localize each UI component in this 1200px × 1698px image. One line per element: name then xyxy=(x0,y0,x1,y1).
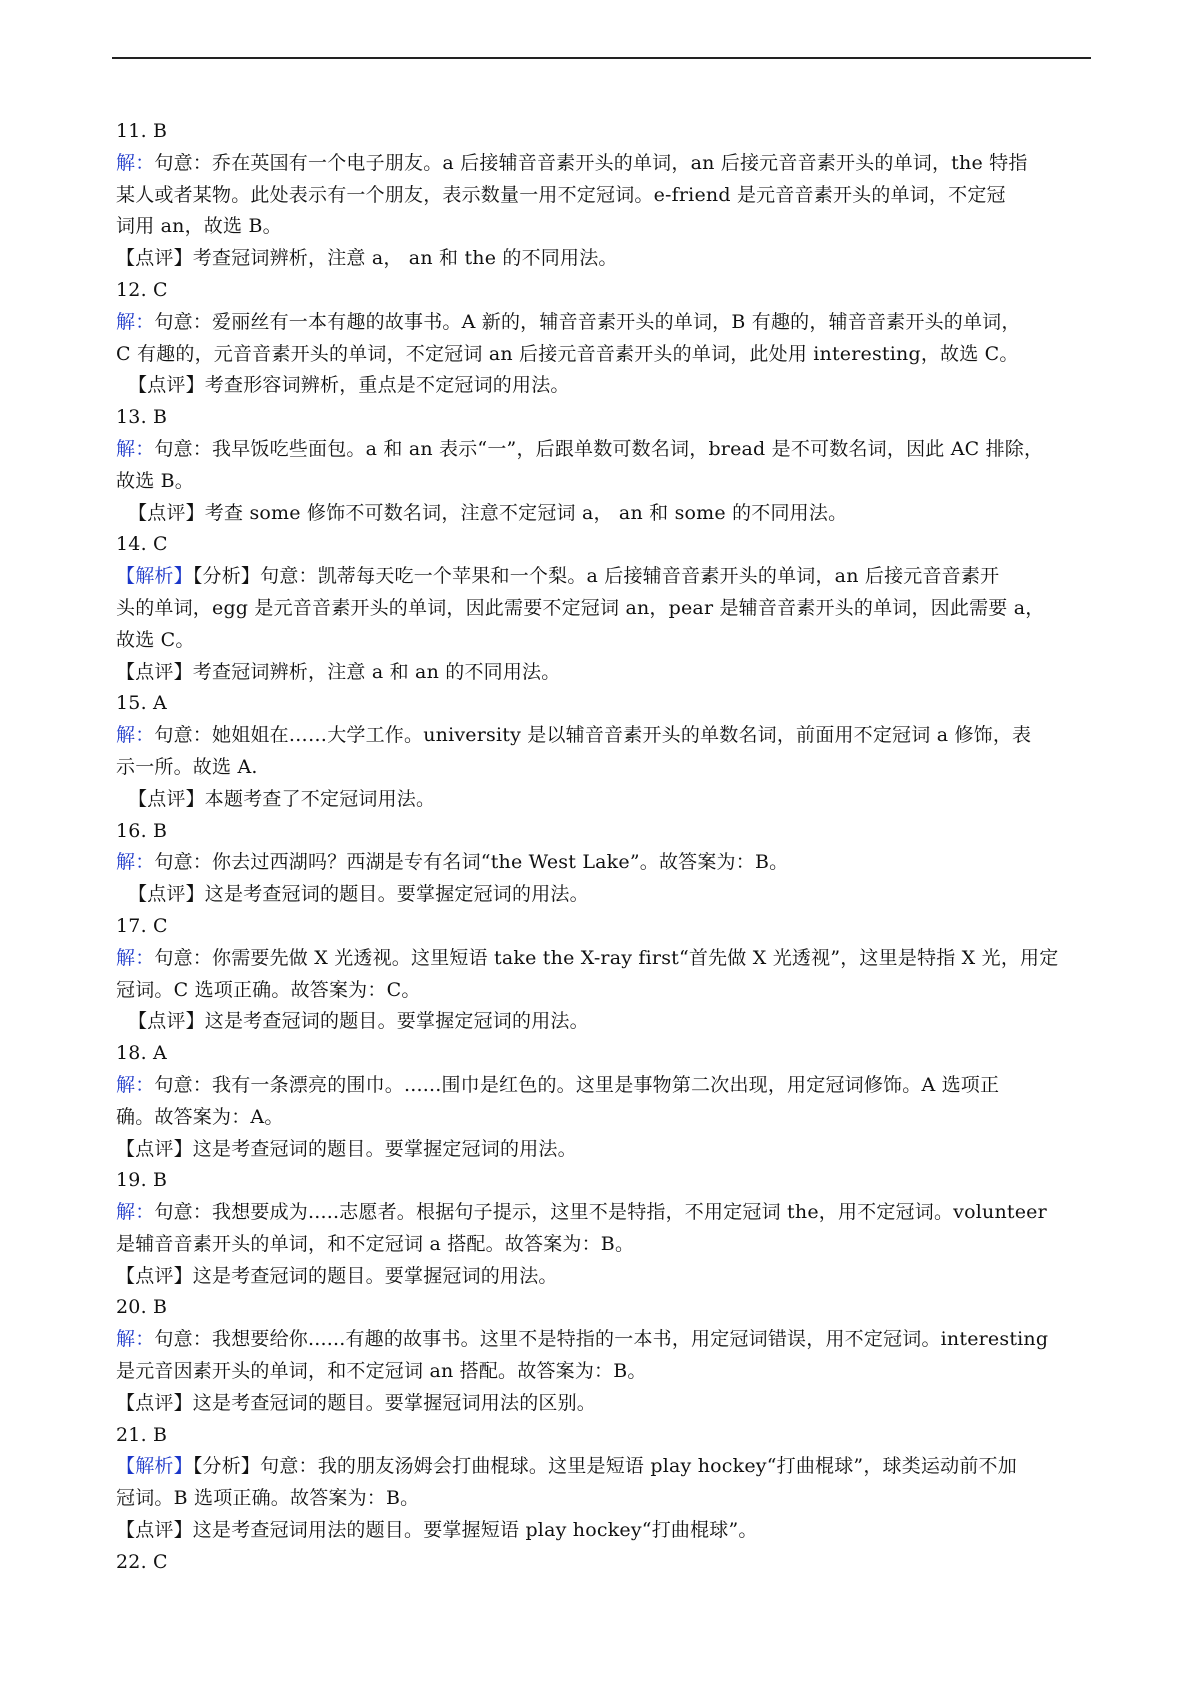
explanation-line xyxy=(116,943,1100,975)
explanation-line xyxy=(116,434,1100,466)
explanation-text: 句意：乔在英国有一个电子朋友。a 后接辅音音素开头的单词，an 后接元音音素开头的单词，the 特指 xyxy=(154,151,1028,174)
answer-block xyxy=(116,1165,1100,1292)
explanation-line xyxy=(116,784,1100,816)
explanation-label: 解： xyxy=(116,1073,155,1096)
explanation-line xyxy=(116,370,1100,402)
explanation-line xyxy=(116,466,1100,498)
explanation-line xyxy=(116,1102,1100,1134)
explanation-line xyxy=(116,847,1100,879)
answer-block xyxy=(116,529,1100,688)
answer-number: 14. C xyxy=(116,533,168,556)
header-rule xyxy=(112,57,1091,59)
explanation-text: 句意：我有一条漂亮的围巾。......围巾是红色的。这里是事物第二次出现，用定冠词修饰。A 选项正 xyxy=(154,1073,1000,1096)
explanation-text: C 有趣的，元音音素开头的单词，不定冠词 an 后接元音音素开头的单词，此处用 interesting，故选 C。 xyxy=(116,342,1019,365)
explanation-label: 解： xyxy=(116,437,155,460)
explanation-text: 句意：我想要给你......有趣的故事书。这里不是特指的一本书，用定冠词错误，用不定冠词。interesting xyxy=(154,1328,1049,1351)
answer-number: 19. B xyxy=(116,1169,168,1192)
explanation-text: 某人或者某物。此处表示有一个朋友，表示数量一用不定冠词。e-friend 是元音音素开头的单词，不定冠 xyxy=(116,183,1006,206)
explanation-line xyxy=(116,243,1100,275)
explanation-line xyxy=(116,625,1100,657)
explanation-text: 句意：我想要成为.....志愿者。根据句子提示，这里不是特指，不用定冠词 the，用不定冠词。volunteer xyxy=(154,1201,1047,1224)
explanation-text: 故选 C。 xyxy=(116,628,195,651)
answer-number: 16. B xyxy=(116,819,168,842)
explanation-text: 确。故答案为：A。 xyxy=(116,1105,284,1128)
answer-number: 22. C xyxy=(116,1550,168,1573)
explanation-text: 冠词。C 选项正确。故答案为：C。 xyxy=(116,978,421,1001)
explanation-text: 冠词。B 选项正确。故答案为：B。 xyxy=(116,1487,420,1510)
answer-block xyxy=(116,116,1100,275)
explanation-line xyxy=(116,752,1100,784)
explanation-text: 句意：她姐姐在……大学工作。university 是以辅音音素开头的单数名词，前面用不定冠词 a 修饰，表 xyxy=(154,724,1032,747)
answer-list xyxy=(116,116,1100,1579)
explanation-line xyxy=(116,498,1100,530)
answer-number: 17. C xyxy=(116,914,168,937)
explanation-label: 解： xyxy=(116,851,155,874)
explanation-line xyxy=(116,1134,1100,1166)
explanation-text: 【分析】句意：凯蒂每天吃一个苹果和一个梨。a 后接辅音音素开头的单词，an 后接元音音素开 xyxy=(192,565,1000,588)
answer-block xyxy=(116,816,1100,911)
answer-number: 15. A xyxy=(116,692,167,715)
answer-number: 21. B xyxy=(116,1423,168,1446)
explanation-label: 解： xyxy=(116,1201,155,1224)
explanation-line xyxy=(116,657,1100,689)
explanation-line xyxy=(116,1006,1100,1038)
explanation-text: 故选 B。 xyxy=(116,469,195,492)
explanation-text: 句意：你去过西湖吗？西湖是专有名词“the West Lake”。故答案为：B。 xyxy=(154,851,789,874)
explanation-text: 【点评】这是考查冠词用法的题目。要掌握短语 play hockey“打曲棍球”。 xyxy=(116,1519,758,1542)
explanation-text: 【点评】本题考查了不定冠词用法。 xyxy=(128,787,436,810)
explanation-line xyxy=(116,180,1100,212)
explanation-line xyxy=(116,339,1100,371)
explanation-label: 【解析】 xyxy=(116,565,193,588)
explanation-line xyxy=(116,720,1100,752)
explanation-line xyxy=(116,1197,1100,1229)
explanation-line xyxy=(116,975,1100,1007)
explanation-line xyxy=(116,148,1100,180)
explanation-line xyxy=(116,879,1100,911)
answer-block xyxy=(116,1292,1100,1419)
explanation-line xyxy=(116,593,1100,625)
explanation-label: 解： xyxy=(116,1328,155,1351)
explanation-text: 【点评】这是考查冠词的题目。要掌握定冠词的用法。 xyxy=(128,1010,589,1033)
explanation-text: 【点评】这是考查冠词的题目。要掌握冠词的用法。 xyxy=(116,1264,558,1287)
explanation-label: 解： xyxy=(116,310,155,333)
explanation-label: 解： xyxy=(116,946,155,969)
answer-number: 18. A xyxy=(116,1042,167,1065)
explanation-line xyxy=(116,211,1100,243)
explanation-text: 句意：爱丽丝有一本有趣的故事书。A 新的，辅音音素开头的单词，B 有趣的，辅音音素开头的单词， xyxy=(154,310,1021,333)
explanation-line xyxy=(116,1451,1100,1483)
explanation-text: 示一所。故选 A. xyxy=(116,755,258,778)
explanation-text: 【点评】考查冠词辨析，注意 a， an 和 the 的不同用法。 xyxy=(116,247,618,270)
answer-number: 11. B xyxy=(116,120,168,142)
explanation-line xyxy=(116,1388,1100,1420)
explanation-text: 句意：你需要先做 X 光透视。这里短语 take the X-ray first“首先做 X 光透视”，这里是特指 X 光，用定 xyxy=(154,946,1059,969)
answer-number: 13. B xyxy=(116,406,168,429)
explanation-text: 是元音因素开头的单词，和不定冠词 an 搭配。故答案为：B。 xyxy=(116,1360,647,1383)
answer-block xyxy=(116,1038,1100,1165)
explanation-label: 【解析】 xyxy=(116,1455,193,1478)
explanation-text: 【点评】考查 some 修饰不可数名词，注意不定冠词 a， an 和 some 的不同用法。 xyxy=(128,501,848,524)
answer-block xyxy=(116,688,1100,815)
explanation-text: 【分析】句意：我的朋友汤姆会打曲棍球。这里是短语 play hockey“打曲棍球”，球类运动前不加 xyxy=(192,1455,1017,1478)
explanation-text: 词用 an，故选 B。 xyxy=(116,215,282,238)
explanation-line xyxy=(116,1515,1100,1547)
answer-block xyxy=(116,1420,1100,1547)
answer-number: 12. C xyxy=(116,278,168,301)
explanation-text: 【点评】考查冠词辨析，注意 a 和 an 的不同用法。 xyxy=(116,660,561,683)
answer-block xyxy=(116,275,1100,402)
answer-number: 20. B xyxy=(116,1296,168,1319)
explanation-text: 【点评】考查形容词辨析，重点是不定冠词的用法。 xyxy=(128,374,570,397)
answer-block xyxy=(116,911,1100,1038)
explanation-line xyxy=(116,1483,1100,1515)
explanation-text: 句意：我早饭吃些面包。a 和 an 表示“一”，后跟单数可数名词，bread 是不可数名词，因此 AC 排除， xyxy=(154,437,1044,460)
explanation-line xyxy=(116,1261,1100,1293)
answer-block xyxy=(116,402,1100,529)
explanation-text: 【点评】这是考查冠词的题目。要掌握定冠词的用法。 xyxy=(116,1137,577,1160)
explanation-text: 【点评】这是考查冠词的题目。要掌握定冠词的用法。 xyxy=(128,883,589,906)
explanation-line xyxy=(116,1229,1100,1261)
explanation-line xyxy=(116,307,1100,339)
answer-block xyxy=(116,1547,1100,1579)
explanation-label: 解： xyxy=(116,151,155,174)
explanation-text: 【点评】这是考查冠词的题目。要掌握冠词用法的区别。 xyxy=(116,1391,597,1414)
explanation-line xyxy=(116,561,1100,593)
explanation-line xyxy=(116,1324,1100,1356)
explanation-line xyxy=(116,1356,1100,1388)
explanation-text: 头的单词，egg 是元音音素开头的单词，因此需要不定冠词 an，pear 是辅音音素开头的单词，因此需要 a， xyxy=(116,596,1045,619)
explanation-label: 解： xyxy=(116,724,155,747)
explanation-line xyxy=(116,1070,1100,1102)
explanation-text: 是辅音音素开头的单词，和不定冠词 a 搭配。故答案为：B。 xyxy=(116,1232,635,1255)
